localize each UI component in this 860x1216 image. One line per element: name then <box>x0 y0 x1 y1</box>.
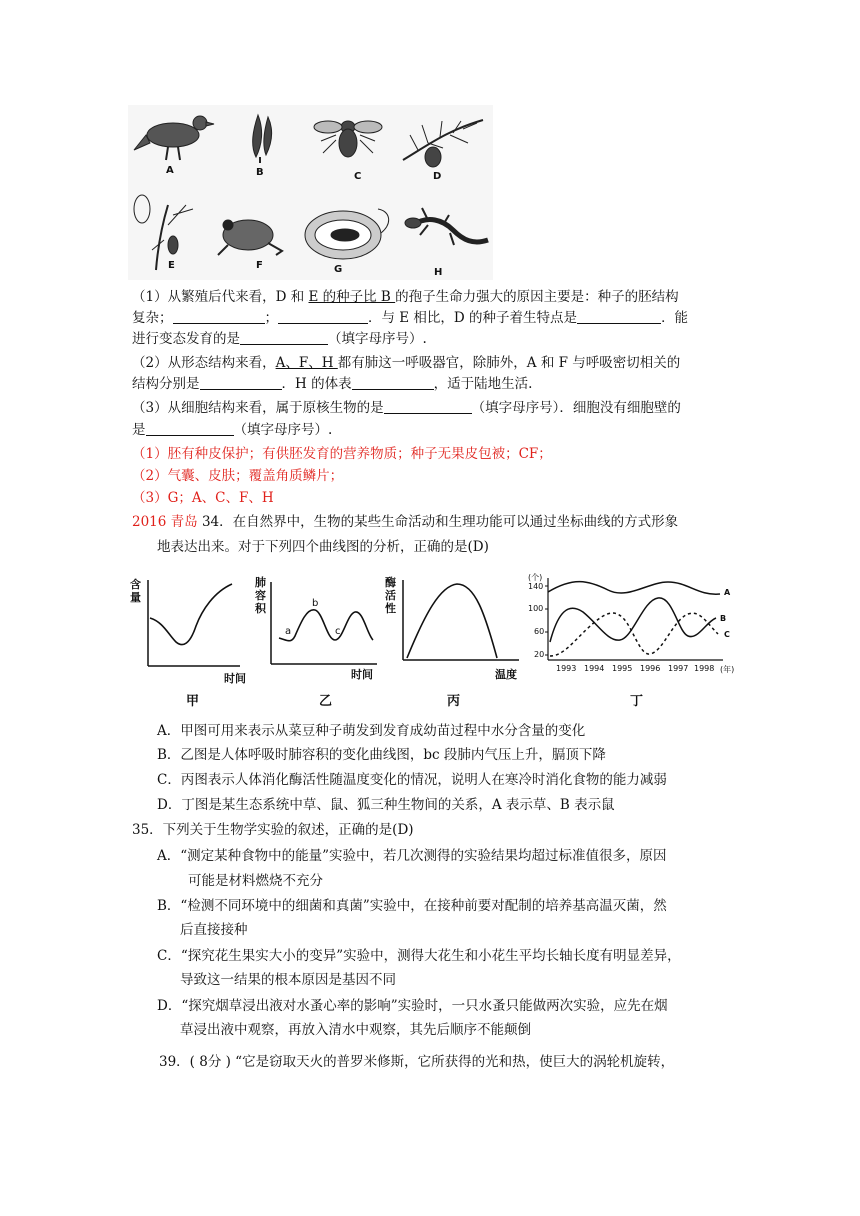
chart-yi-ylabel: 肺容积 <box>255 576 266 615</box>
q35-option-c-line1: C．“探究花生果实大小的变异”实验中，测得大花生和小花生平均长轴长度有明显差异， <box>157 948 681 964</box>
q2-line2-text-b: ．H 的体表 <box>281 376 352 392</box>
chart-ding-xtick: 1997 <box>668 664 689 673</box>
answer-blank[interactable] <box>173 309 265 324</box>
chart-ding-xtick: 1996 <box>640 664 661 673</box>
q3-text-b: （填字母序号）．细胞没有细胞壁的 <box>471 400 681 416</box>
chart-jia-plot <box>128 574 246 684</box>
chart-jia-ylabel: 含量 <box>130 578 141 604</box>
chart-ding <box>528 572 740 709</box>
chart-jia-xlabel: 时间 <box>224 672 246 685</box>
q3-line-1 <box>132 398 681 418</box>
chart-jia-caption: 甲 <box>186 694 200 709</box>
chart-ding-xtick: 1998 <box>694 664 715 673</box>
chart-yi-point-c: c <box>335 626 341 637</box>
q34-option-d: D．丁图是某生态系统中草、鼠、狐三种生物间的关系，A 表示草、B 表示鼠 <box>157 797 615 813</box>
chart-bing-ylabel: 酶活性 <box>385 576 396 615</box>
bee-icon <box>314 121 382 157</box>
q1-line3-text-a: 进行变态发育的是 <box>132 331 240 347</box>
chart-ding-series-c: C <box>724 630 730 639</box>
q35-option-a-line2: 可能是材料燃烧不充分 <box>188 873 323 889</box>
organism-label-d: D <box>433 171 442 182</box>
chart-yi-point-a: a <box>285 626 292 637</box>
answer-blank[interactable] <box>146 421 234 436</box>
plant-icon <box>134 195 193 270</box>
chart-ding-caption: 丁 <box>630 694 644 709</box>
organism-label-c: C <box>354 171 362 182</box>
chart-ding-xtick: 1995 <box>612 664 633 673</box>
chart-ding-series-b: B <box>720 614 727 623</box>
q34-source: 2016 青岛 <box>132 514 198 530</box>
chart-yi-point-b: b <box>312 598 319 609</box>
organism-label-e: E <box>168 260 175 271</box>
q35-stem: 35．下列关于生物学实验的叙述，正确的是(D) <box>132 822 414 838</box>
chart-ding-xunit: (年) <box>720 665 735 674</box>
chart-ding-plot <box>528 572 740 672</box>
q34-stem-line-1 <box>132 512 678 532</box>
q3-text-a: （3）从细胞结构来看，属于原核生物的是 <box>132 400 384 416</box>
organism-label-g: G <box>334 264 343 275</box>
q39-line-1: 39．( 8分 ) “它是窃取天火的普罗米修斯，它所获得的光和热，使巨大的涡轮机旋转， <box>159 1054 675 1070</box>
answer-line-1: （1）胚有种皮保护；有供胚发育的营养物质；种子无果皮包被；CF； <box>132 446 552 462</box>
answer-blank[interactable] <box>352 375 434 390</box>
q1-line3-text-b: （填字母序号）. <box>328 331 427 347</box>
bird-icon <box>134 116 214 160</box>
chart-bing-xlabel: 温度 <box>495 668 517 681</box>
answer-blank[interactable] <box>278 309 368 324</box>
q34-stem-text: 34．在自然界中，生物的某些生命活动和生理功能可以通过坐标曲线的方式形象 <box>197 514 679 530</box>
organism-drawings <box>128 105 493 280</box>
chart-yi <box>255 574 380 709</box>
q34-option-a: A．甲图可用来表示从菜豆种子萌发到发育成幼苗过程中水分含量的变化 <box>157 723 586 739</box>
q2-line-2 <box>132 374 532 394</box>
answer-blank[interactable] <box>384 399 472 414</box>
q35-option-d-line2: 草浸出液中观察，再放入清水中观察，其先后顺序不能颠倒 <box>180 1022 531 1038</box>
organism-label-f: F <box>256 260 263 271</box>
q34-stem-line-2: 地表达出来。对于下列四个曲线图的分析，正确的是(D) <box>157 539 489 555</box>
q1-text-underlined: E 的种子比 B <box>308 289 396 305</box>
chart-bing-caption: 丙 <box>447 694 461 709</box>
q35-option-b-line2: 后直接接种 <box>180 922 248 938</box>
q3-line-2 <box>132 420 332 440</box>
q3-line2-text-b: （填字母序号）. <box>233 422 333 438</box>
q1-line-2 <box>132 308 688 328</box>
q2-text-underlined: A、F、H <box>275 355 338 371</box>
chart-ding-yunit: (个) <box>528 573 543 582</box>
chart-yi-caption: 乙 <box>319 694 333 709</box>
chart-ding-series-a: A <box>724 588 731 597</box>
q2-line-1 <box>132 353 680 373</box>
answer-blank[interactable] <box>200 375 282 390</box>
answer-blank[interactable] <box>577 309 661 324</box>
organism-label-a: A <box>166 165 174 176</box>
q35-option-c-line2: 导致这一结果的根本原因是基因不同 <box>180 972 396 988</box>
q1-line2-text-b: ．与 E 相比，D 的种子着生特点是 <box>368 310 578 326</box>
q1-text-b: 的孢子生命力强大的原因主要是：种子的胚结构 <box>395 289 679 305</box>
answer-line-3: （3）G；A、C、F、H <box>132 490 274 506</box>
q1-line2-text-a: 复杂； <box>132 310 173 326</box>
q34-option-c: C．丙图表示人体消化酶活性随温度变化的情况，说明人在寒冷时消化食物的能力减弱 <box>157 772 667 788</box>
fern-icon <box>253 115 272 163</box>
q2-line2-text-a: 结构分别是 <box>132 376 200 392</box>
answer-blank[interactable] <box>240 330 328 345</box>
q35-option-a-line1: A．“测定某种食物中的能量”实验中，若几次测得的实验结果均超过标准值很多，原因 <box>157 848 667 864</box>
lizard-icon <box>405 208 488 245</box>
chart-ding-ytick-140: 140 <box>528 582 544 591</box>
organism-figure <box>128 105 493 280</box>
answer-line-2: （2）气囊、皮肤；覆盖角质鳞片； <box>132 468 344 484</box>
chart-ding-ytick-20: 20 <box>534 650 545 659</box>
organism-label-h: H <box>434 267 443 278</box>
bacterium-icon <box>305 209 389 259</box>
q35-option-b-line1: B．“检测不同环境中的细菌和真菌”实验中，在接种前要对配制的培养基高温灭菌，然 <box>157 898 667 914</box>
chart-jia <box>128 574 246 709</box>
q1-line-1 <box>132 287 679 307</box>
chart-yi-xlabel: 时间 <box>351 668 373 681</box>
q35-option-d-line1: D．“探究烟草浸出液对水蚤心率的影响”实验时，一只水蚤只能做两次实验，应先在烟 <box>157 998 668 1014</box>
q1-line2-text-c: ．能 <box>661 310 689 326</box>
q3-line2-text-a: 是 <box>132 422 146 438</box>
frog-icon <box>218 220 282 255</box>
pine-branch-icon <box>403 120 483 167</box>
q1-line-3 <box>132 329 427 349</box>
q2-text-a: （2）从形态结构来看， <box>132 355 276 371</box>
q1-line2-separator: ； <box>264 310 278 326</box>
chart-ding-ytick-100: 100 <box>528 604 544 613</box>
chart-bing <box>385 574 525 709</box>
chart-ding-ytick-60: 60 <box>534 627 545 636</box>
organism-label-b: B <box>256 167 264 178</box>
q1-text-a: （1）从繁殖后代来看，D 和 <box>132 289 309 305</box>
q2-line2-text-c: ，适于陆地生活. <box>433 376 533 392</box>
chart-ding-xtick: 1993 <box>556 664 577 673</box>
chart-ding-xtick: 1994 <box>584 664 605 673</box>
q34-option-b: B．乙图是人体呼吸时肺容积的变化曲线图，bc 段肺内气压上升，膈顶下降 <box>157 747 606 763</box>
q2-text-b: 都有肺这一呼吸器官，除肺外，A 和 F 与呼吸密切相关的 <box>337 355 681 371</box>
